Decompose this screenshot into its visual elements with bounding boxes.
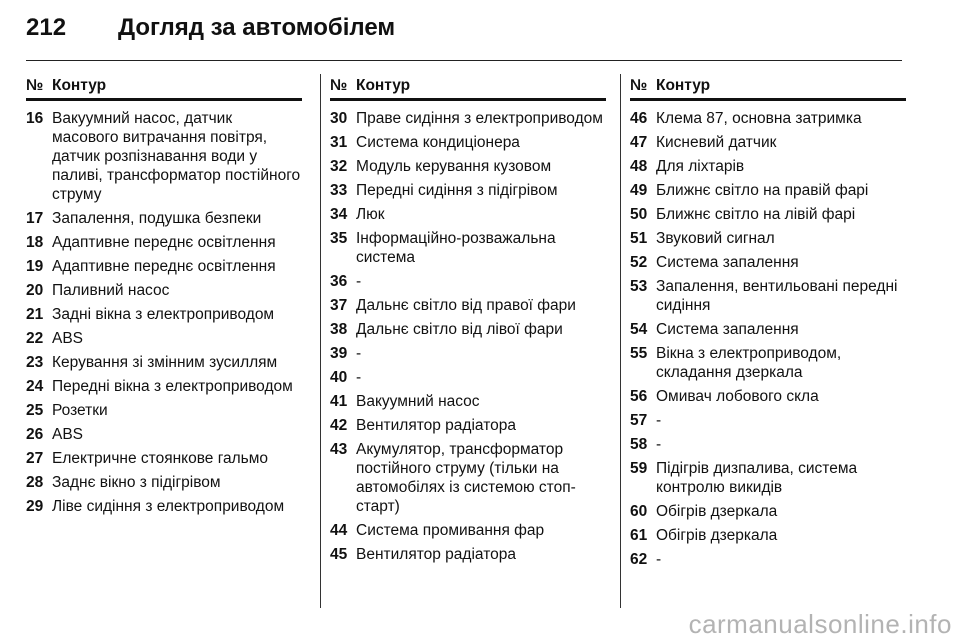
fuse-row [630, 181, 906, 200]
fuse-circuit: - [356, 273, 362, 290]
fuse-number: 24 [26, 378, 44, 395]
fuse-number: 20 [26, 282, 44, 299]
fuse-row [630, 526, 906, 545]
fuse-number: 45 [330, 546, 348, 563]
fuse-number: 62 [630, 551, 648, 568]
fuse-circuit: Обігрів дзеркала [656, 527, 778, 544]
fuse-number: 42 [330, 417, 348, 434]
fuse-circuit: Передні вікна з електроприводом [52, 378, 293, 395]
fuse-row [630, 157, 906, 176]
column-header-label: Контур [656, 77, 711, 94]
fuse-number: 28 [26, 474, 44, 491]
fuse-circuit: Розетки [52, 402, 108, 419]
fuse-number: 37 [330, 297, 348, 314]
fuse-number: 27 [26, 450, 44, 467]
fuse-row [330, 272, 606, 291]
fuse-number: 21 [26, 306, 44, 323]
fuse-column-1 [26, 74, 302, 610]
fuse-row [26, 425, 302, 444]
fuse-row [330, 344, 606, 363]
fuse-row [630, 277, 906, 315]
column-header [630, 74, 906, 101]
fuse-number: 26 [26, 426, 44, 443]
fuse-number: 40 [330, 369, 348, 386]
fuse-row [630, 320, 906, 339]
page-header [26, 14, 934, 52]
fuse-circuit: Праве сидіння з електроприводом [356, 110, 603, 127]
fuse-row [630, 550, 906, 569]
fuse-row [630, 459, 906, 497]
fuse-circuit: Запалення, подушка безпеки [52, 210, 262, 227]
fuse-row [330, 440, 606, 516]
fuse-row [630, 502, 906, 521]
fuse-circuit: ABS [52, 426, 84, 443]
fuse-number: 30 [330, 110, 348, 127]
fuse-circuit: Клема 87, основна затримка [656, 110, 862, 127]
fuse-number: 34 [330, 206, 348, 223]
fuse-number: 32 [330, 158, 348, 175]
fuse-circuit: ABS [52, 330, 84, 347]
fuse-row [630, 109, 906, 128]
fuse-number: 48 [630, 158, 648, 175]
fuse-circuit: Система запалення [656, 321, 799, 338]
fuse-column-2 [330, 74, 606, 610]
fuse-number: 50 [630, 206, 648, 223]
fuse-number: 19 [26, 258, 44, 275]
fuse-row [330, 133, 606, 152]
fuse-circuit: Обігрів дзеркала [656, 503, 778, 520]
fuse-circuit: Заднє вікно з підігрівом [52, 474, 221, 491]
fuse-row [330, 320, 606, 339]
fuse-circuit: Підігрів дизпалива, система контролю викидів [656, 460, 858, 496]
fuse-number: 53 [630, 278, 648, 295]
fuse-row [330, 296, 606, 315]
fuse-number: 60 [630, 503, 648, 520]
fuse-number: 23 [26, 354, 44, 371]
fuse-number: 55 [630, 345, 648, 362]
page-title: Догляд за автомобілем [118, 14, 396, 41]
column-header-number: № [330, 77, 348, 94]
fuse-circuit: Керування зі змінним зусиллям [52, 354, 278, 371]
fuse-row [330, 368, 606, 387]
fuse-circuit: Інформаційно-розважальна система [356, 230, 556, 266]
fuse-number: 56 [630, 388, 648, 405]
fuse-circuit: Ближнє світло на лівій фарі [656, 206, 856, 223]
fuse-row [630, 387, 906, 406]
fuse-number: 46 [630, 110, 648, 127]
watermark: carmanualsonline.info [688, 609, 952, 639]
fuse-circuit: Адаптивне переднє освітлення [52, 258, 276, 275]
fuse-number: 54 [630, 321, 648, 338]
fuse-circuit: Кисневий датчик [656, 134, 777, 151]
fuse-circuit: Ліве сидіння з електроприводом [52, 498, 285, 515]
fuse-number: 16 [26, 110, 44, 127]
fuse-number: 41 [330, 393, 348, 410]
fuse-row [330, 157, 606, 176]
fuse-number: 49 [630, 182, 648, 199]
fuse-row [26, 353, 302, 372]
fuse-row [26, 209, 302, 228]
column-divider [620, 74, 621, 608]
fuse-circuit: - [656, 436, 662, 453]
fuse-circuit: Вікна з електроприводом, складання дзеркала [656, 345, 842, 381]
fuse-row [330, 205, 606, 224]
fuse-circuit: Дальнє світло від лівої фари [356, 321, 563, 338]
fuse-row [26, 401, 302, 420]
fuse-row [630, 411, 906, 430]
fuse-row [26, 109, 302, 204]
fuse-number: 39 [330, 345, 348, 362]
fuse-circuit: Задні вікна з електроприводом [52, 306, 275, 323]
fuse-circuit: - [356, 369, 362, 386]
fuse-circuit: Люк [356, 206, 385, 223]
fuse-circuit: Звуковий сигнал [656, 230, 775, 247]
fuse-row [26, 281, 302, 300]
fuse-circuit: Система кондиціонера [356, 134, 520, 151]
fuse-row [26, 449, 302, 468]
fuse-row [26, 233, 302, 252]
fuse-circuit: Система запалення [656, 254, 799, 271]
fuse-circuit: Запалення, вентильовані передні сидіння [656, 278, 898, 314]
fuse-number: 36 [330, 273, 348, 290]
column-header [330, 74, 606, 101]
fuse-circuit: - [356, 345, 362, 362]
fuse-row [630, 435, 906, 454]
fuse-number: 33 [330, 182, 348, 199]
fuse-row [26, 305, 302, 324]
fuse-circuit: Дальнє світло від правої фари [356, 297, 576, 314]
fuse-row [26, 497, 302, 516]
page-number: 212 [26, 14, 67, 41]
fuse-circuit: Вакуумний насос [356, 393, 480, 410]
fuse-circuit: Електричне стоянкове гальмо [52, 450, 269, 467]
fuse-row [26, 257, 302, 276]
fuse-circuit: Ближнє світло на правій фарі [656, 182, 869, 199]
fuse-circuit: Для ліхтарів [656, 158, 745, 175]
fuse-row [630, 344, 906, 382]
fuse-circuit: Адаптивне переднє освітлення [52, 234, 276, 251]
fuse-circuit: Паливний насос [52, 282, 170, 299]
column-header-label: Контур [52, 77, 107, 94]
fuse-number: 58 [630, 436, 648, 453]
fuse-row [330, 229, 606, 267]
fuse-circuit: - [656, 551, 662, 568]
fuse-row [330, 392, 606, 411]
fuse-number: 17 [26, 210, 44, 227]
fuse-number: 22 [26, 330, 44, 347]
fuse-row [26, 473, 302, 492]
fuse-circuit: Вентилятор радіатора [356, 417, 516, 434]
fuse-circuit: Омивач лобового скла [656, 388, 819, 405]
header-divider [26, 60, 902, 61]
fuse-number: 52 [630, 254, 648, 271]
fuse-circuit: Акумулятор, трансформатор постійного струму (тільки на автомобілях із системою стоп-старт) [356, 441, 576, 515]
fuse-row [26, 377, 302, 396]
fuse-row [630, 229, 906, 248]
fuse-row [330, 416, 606, 435]
fuse-number: 57 [630, 412, 648, 429]
fuse-circuit: Система промивання фар [356, 522, 545, 539]
fuse-number: 59 [630, 460, 648, 477]
fuse-row [330, 109, 606, 128]
column-header [26, 74, 302, 101]
fuse-row [630, 133, 906, 152]
fuse-number: 35 [330, 230, 348, 247]
fuse-row [330, 545, 606, 564]
fuse-number: 47 [630, 134, 648, 151]
fuse-number: 25 [26, 402, 44, 419]
fuse-circuit: Вакуумний насос, датчик масового витрачання повітря, датчик розпізнавання води у паливі, трансформатор постійного струму [52, 110, 301, 203]
fuse-circuit: Вентилятор радіатора [356, 546, 516, 563]
column-header-label: Контур [356, 77, 411, 94]
fuse-number: 38 [330, 321, 348, 338]
fuse-circuit: - [656, 412, 662, 429]
column-divider [320, 74, 321, 608]
fuse-row [330, 181, 606, 200]
fuse-circuit: Модуль керування кузовом [356, 158, 552, 175]
fuse-number: 51 [630, 230, 648, 247]
fuse-column-3 [630, 74, 906, 610]
fuse-row [630, 205, 906, 224]
fuse-row [630, 253, 906, 272]
fuse-number: 61 [630, 527, 648, 544]
fuse-number: 44 [330, 522, 348, 539]
column-header-number: № [26, 77, 44, 94]
fuse-row [26, 329, 302, 348]
fuse-row [330, 521, 606, 540]
fuse-circuit: Передні сидіння з підігрівом [356, 182, 558, 199]
fuse-number: 31 [330, 134, 348, 151]
fuse-number: 29 [26, 498, 44, 515]
fuse-number: 18 [26, 234, 44, 251]
fuse-number: 43 [330, 441, 348, 458]
column-header-number: № [630, 77, 648, 94]
fuse-table [26, 74, 902, 610]
